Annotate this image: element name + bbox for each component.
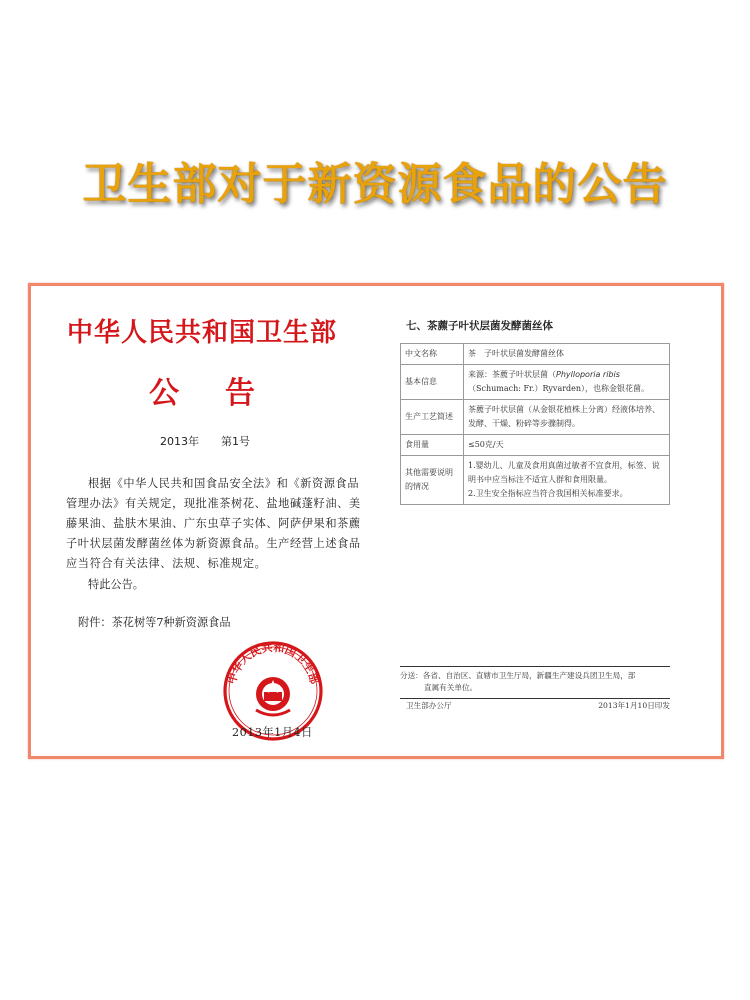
- row-label: 生产工艺简述: [401, 400, 464, 435]
- distribution-list: [400, 666, 670, 699]
- announcement-body: 根据《中华人民共和国食品安全法》和《新资源食品管理办法》有关规定，现批准茶树花、盐地碱蓬籽油、美藤果油、盐肤木果油、广东虫草子实体、阿萨伊果和茶藨子叶状层菌发酵菌丝体为新资源食品。生产经营上述食品应当符合有关法律、法规、标准规定。: [66, 477, 361, 570]
- latin-name: Phylloporia ribis: [556, 370, 620, 379]
- row-value: ≤50克/天: [464, 435, 670, 456]
- table-row: [401, 400, 670, 435]
- row-label: 其他需要说明的情况: [401, 456, 464, 505]
- info-table: [400, 343, 670, 505]
- row-value: 茶藨子叶状层菌（从金银花植株上分离）经液体培养、发酵、干燥、粉碎等步骤制得。: [464, 400, 670, 435]
- issuer-title: 中华人民共和国卫生部: [66, 318, 337, 348]
- table-row: [401, 435, 670, 456]
- doc-number: [160, 433, 272, 449]
- closing-line: 特此公告。: [88, 578, 144, 591]
- issue-date: 2013年1月4日: [232, 726, 313, 739]
- banner-title: 卫生部对于新资源食品的公告: [82, 159, 668, 210]
- distribution-line: 直属有关单位。: [424, 683, 478, 692]
- table-row: [401, 456, 670, 505]
- doc-type-heading: 公告: [149, 376, 301, 411]
- row-value: [464, 456, 670, 505]
- row-value: 茶 子叶状层菌发酵菌丝体: [464, 344, 670, 365]
- table-row: [401, 365, 670, 400]
- row-value: [464, 365, 670, 400]
- issuer-footer: [406, 700, 670, 711]
- source-prefix: 来源：茶藨子叶状层菌（: [468, 370, 556, 379]
- distribution-line: 分送：各省、自治区、直辖市卫生厅局，新疆生产建设兵团卫生局，部: [400, 671, 636, 680]
- table-row: [401, 344, 670, 365]
- row-label: 食用量: [401, 435, 464, 456]
- doc-seq-number: 第1号: [221, 435, 250, 448]
- seal-text: 中华人民共和国卫生部: [225, 641, 321, 686]
- attachment-line: 附件：茶花树等7种新资源食品: [78, 616, 231, 629]
- row-label: 中文名称: [401, 344, 464, 365]
- print-date: 2013年1月10日印发: [598, 701, 670, 710]
- section-title: 七、茶藨子叶状层菌发酵菌丝体: [406, 320, 553, 332]
- note-line: 1.婴幼儿、儿童及食用真菌过敏者不宜食用，标签、说明书中应当标注不适宜人群和食用限量。: [468, 461, 660, 484]
- row-label: 基本信息: [401, 365, 464, 400]
- issuing-office: 卫生部办公厅: [406, 701, 452, 710]
- source-suffix: （Schumach: Fr.）Ryvarden），也称金银花菌。: [468, 384, 650, 393]
- doc-year: 2013年: [160, 435, 199, 448]
- note-line: 2.卫生安全指标应当符合我国相关标准要求。: [468, 489, 628, 498]
